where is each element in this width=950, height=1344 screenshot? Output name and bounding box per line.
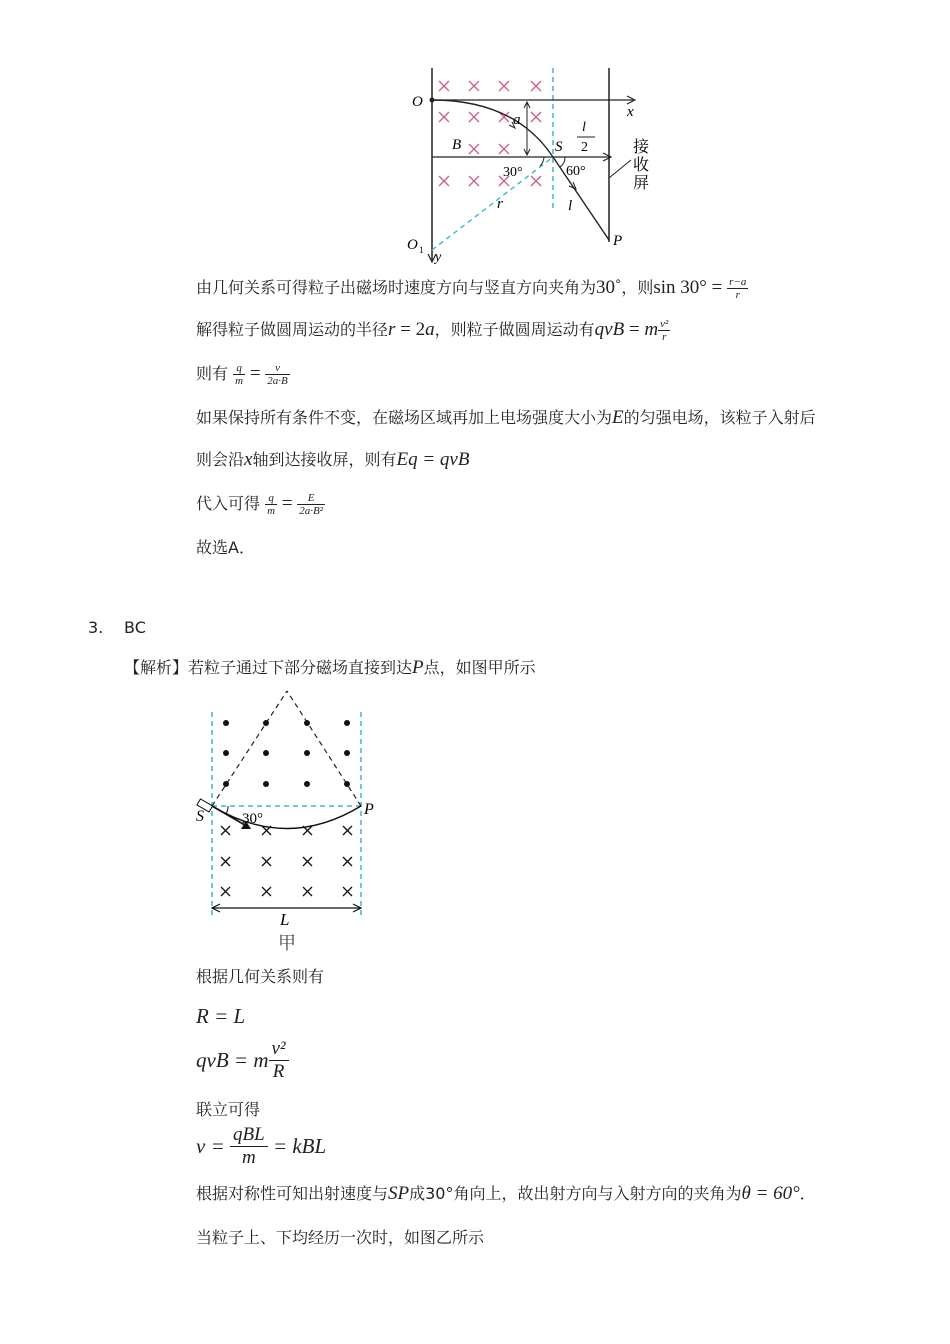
- caption-jia: 甲: [278, 933, 296, 953]
- figure-magnetic-field-screen: [395, 60, 665, 265]
- label-60: 60°: [566, 164, 586, 179]
- label-O: O: [412, 94, 423, 110]
- label-30: 30°: [503, 165, 523, 180]
- label-y: y: [435, 250, 442, 265]
- lianli-text: 联立可得: [196, 1100, 261, 1119]
- label-O1-sub: 1: [419, 245, 424, 255]
- field-dots: [223, 720, 350, 787]
- line-6: 代入可得 $\frac{q}{m}$ = $\frac{E}{\text{2a·B²}}$: [196, 492, 324, 517]
- symmetry-line: 根据对称性可知出射速度与SP成30°角向上，故出射方向与入射方向的夹角为θ = 60°．: [196, 1183, 816, 1204]
- line-5: 则会沿x轴到达接收屏，则有Eq = qvB: [196, 449, 470, 470]
- label-x: x: [627, 104, 634, 120]
- line-7: 故选A．: [196, 538, 255, 557]
- label-screen-1: 接: [633, 139, 650, 156]
- question-3-answer: BC: [124, 618, 146, 637]
- equation-v: v = $\frac{\text{qBL}}{m}$ = kBL: [196, 1124, 327, 1168]
- line-1: 由几何关系可得粒子出磁场时速度方向与竖直方向夹角为30˚，则sin 30° = $\frac{r-a}{r}$: [196, 276, 747, 301]
- label-l: l: [568, 198, 573, 214]
- line-4: 如果保持所有条件不变，在磁场区域再加上电场强度大小为E的匀强电场，该粒子入射后: [196, 407, 816, 428]
- label-screen-2: 收: [633, 157, 650, 174]
- label-P: P: [613, 233, 623, 249]
- label-a: a: [513, 112, 521, 128]
- label-P2: P: [364, 801, 374, 818]
- question-3-number: 3.: [88, 618, 104, 637]
- equation-qvB: qvB = m $\frac{\text{v²}}{R}$: [196, 1038, 289, 1083]
- label-30-2: 30°: [242, 811, 263, 827]
- label-S: S: [555, 139, 563, 155]
- label-L: L: [280, 910, 290, 929]
- analysis-line: 【解析】若粒子通过下部分磁场直接到达P点，如图甲所示: [124, 657, 536, 678]
- label-r: r: [497, 196, 503, 212]
- label-S2: S: [196, 808, 204, 825]
- last-line: 当粒子上、下均经历一次时，如图乙所示: [196, 1228, 485, 1247]
- label-screen-3: 屏: [633, 175, 650, 192]
- label-O1: O: [407, 237, 418, 253]
- label-l-num: l: [582, 120, 586, 135]
- equation-R-L: R = L: [196, 1004, 246, 1028]
- trajectory-arc: [432, 100, 553, 157]
- radius-line: [432, 157, 553, 250]
- line-3: 则有 $\frac{q}{m}$ = $\frac{v}{2a\cdot B}$: [196, 362, 288, 387]
- geo-relation: 根据几何关系则有: [196, 967, 325, 986]
- label-B: B: [452, 137, 462, 153]
- field-crosses: [439, 81, 541, 186]
- trajectory-arc-jia: [212, 806, 361, 829]
- field-crosses-lower: [221, 826, 352, 896]
- line-2: 解得粒子做圆周运动的半径r = 2a，则粒子做圆周运动有qvB = m $\frac{\text{v²}}{r}$: [196, 318, 669, 343]
- label-l-den: 2: [581, 140, 588, 155]
- figure-jia: [190, 686, 390, 956]
